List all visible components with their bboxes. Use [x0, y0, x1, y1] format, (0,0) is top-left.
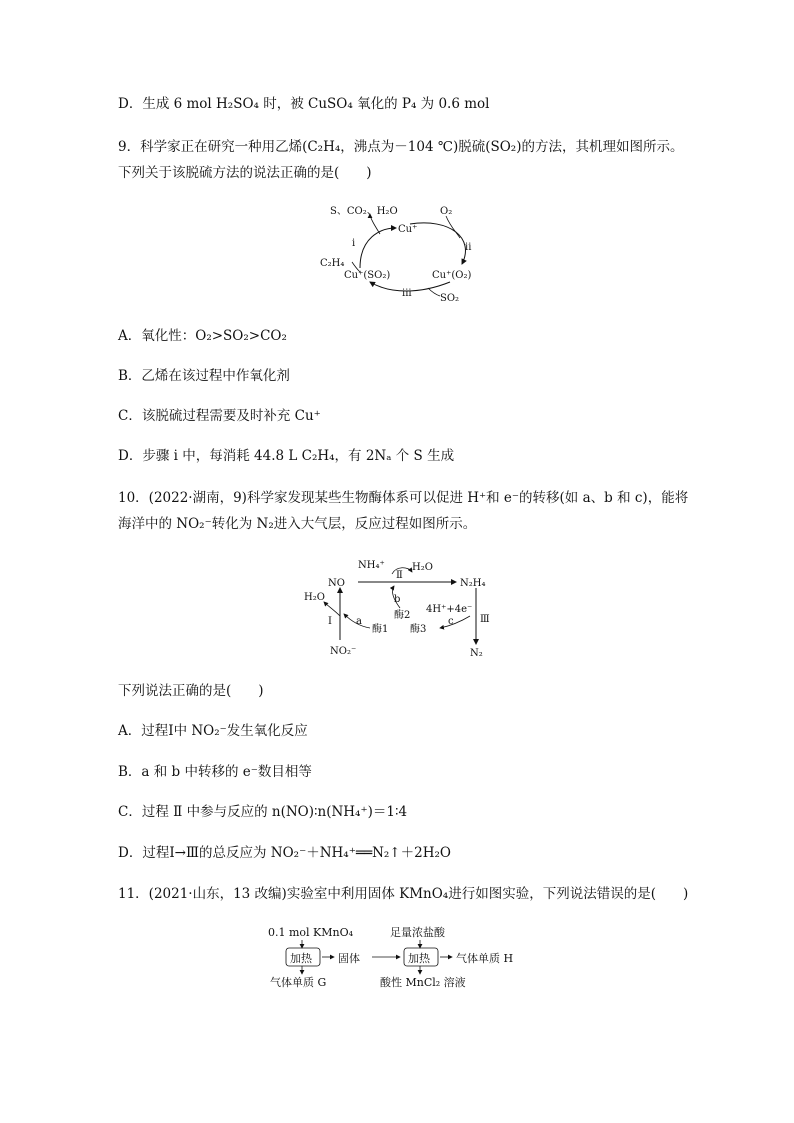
q9-stem-line2: 下列关于该脱硫方法的说法正确的是( ): [118, 165, 372, 181]
q10-fig-enzyme1: 酶1: [372, 624, 389, 635]
q11-fig-heat1: 加热: [290, 952, 312, 965]
q10-process-diagram: [300, 552, 500, 662]
q11-fig-hcl: 足量浓盐酸: [390, 926, 445, 939]
q9-option-d: D．步骤 i 中，每消耗 44.8 L C₂H₄，有 2Nₐ 个 S 生成: [118, 448, 455, 464]
q9-option-c: C．该脱硫过程需要及时补充 Cu⁺: [118, 408, 321, 424]
q10-option-c: C．过程 Ⅱ 中参与反应的 n(NO)∶n(NH₄⁺)＝1∶4: [118, 804, 408, 820]
q11-fig-gas-h: 气体单质 H: [456, 952, 514, 965]
q10-fig-nh4: NH₄⁺: [358, 560, 385, 571]
q8-option-d: D．生成 6 mol H₂SO₄ 时，被 CuSO₄ 氧化的 P₄ 为 0.6 mol: [118, 96, 490, 112]
q10-fig-n2: N₂: [470, 648, 483, 659]
q9-fig-top-products: S、CO₂、H₂O: [330, 206, 398, 217]
q10-prompt: 下列说法正确的是( ): [118, 683, 264, 699]
q9-option-b: B．乙烯在该过程中作氧化剂: [118, 368, 290, 384]
q9-fig-step-ii: ii: [465, 242, 472, 253]
q10-fig-h2o-top: H₂O: [412, 562, 433, 573]
q11-stem: 11．(2021·山东，13 改编)实验室中利用固体 KMnO₄进行如图实验，下列说法错误的是( ): [118, 886, 689, 902]
q11-fig-kmno4: 0.1 mol KMnO₄: [268, 926, 354, 939]
q10-option-d: D．过程Ⅰ→Ⅲ的总反应为 NO₂⁻＋NH₄⁺══N₂↑＋2H₂O: [118, 845, 451, 861]
q10-fig-n2h4: N₂H₄: [460, 578, 486, 589]
q9-fig-o2: O₂: [440, 206, 453, 217]
q9-stem-line1: 9．科学家正在研究一种用乙烯(C₂H₄，沸点为－104 ℃)脱硫(SO₂)的方法，其机理如图所示。: [118, 139, 684, 155]
q11-fig-heat2: 加热: [408, 952, 430, 965]
q9-fig-step-iii: iii: [402, 288, 412, 299]
q10-fig-enzyme2: 酶2: [394, 610, 411, 621]
q9-fig-cu-plus: Cu⁺: [398, 224, 418, 235]
q10-fig-step-III: Ⅲ: [480, 614, 490, 625]
q9-fig-step-i: i: [352, 238, 356, 249]
q10-fig-enzyme3: 酶3: [410, 624, 427, 635]
q11-fig-solid: 固体: [338, 952, 360, 965]
q10-option-b: B．a 和 b 中转移的 e⁻数目相等: [118, 764, 312, 780]
q10-option-a: A．过程Ⅰ中 NO₂⁻发生氧化反应: [118, 723, 308, 739]
q10-stem-line1: 10．(2022·湖南，9)科学家发现某些生物酶体系可以促进 H⁺和 e⁻的转移(如 a、b 和 c)，能将: [118, 490, 689, 506]
q9-fig-cu-o2: Cu⁺(O₂): [432, 270, 472, 281]
q9-option-a: A．氧化性：O₂>SO₂>CO₂: [118, 328, 287, 344]
q11-fig-gas-g: 气体单质 G: [270, 976, 327, 989]
q9-fig-cu-so2: Cu⁺(SO₂): [344, 270, 391, 281]
q10-fig-ions: 4H⁺+4e⁻: [426, 604, 473, 615]
q10-fig-label-c: c: [448, 616, 454, 627]
q10-fig-step-I: Ⅰ: [328, 616, 332, 627]
q10-fig-no: NO: [328, 578, 345, 589]
q10-fig-step-II: Ⅱ: [396, 570, 403, 581]
q10-fig-no2: NO₂⁻: [330, 646, 357, 657]
q10-stem-line2: 海洋中的 NO₂⁻转化为 N₂进入大气层，反应过程如图所示。: [118, 516, 477, 532]
q9-fig-c2h4: C₂H₄: [320, 258, 345, 269]
q11-fig-mncl2: 酸性 MnCl₂ 溶液: [380, 976, 466, 989]
q9-fig-so2: SO₂: [440, 293, 460, 304]
q9-mechanism-diagram: [300, 198, 500, 308]
q10-fig-label-a: a: [356, 616, 362, 627]
q10-fig-label-b: b: [394, 594, 401, 605]
q11-experiment-flow: [262, 920, 542, 994]
q10-fig-h2o-left: H₂O: [304, 592, 325, 603]
